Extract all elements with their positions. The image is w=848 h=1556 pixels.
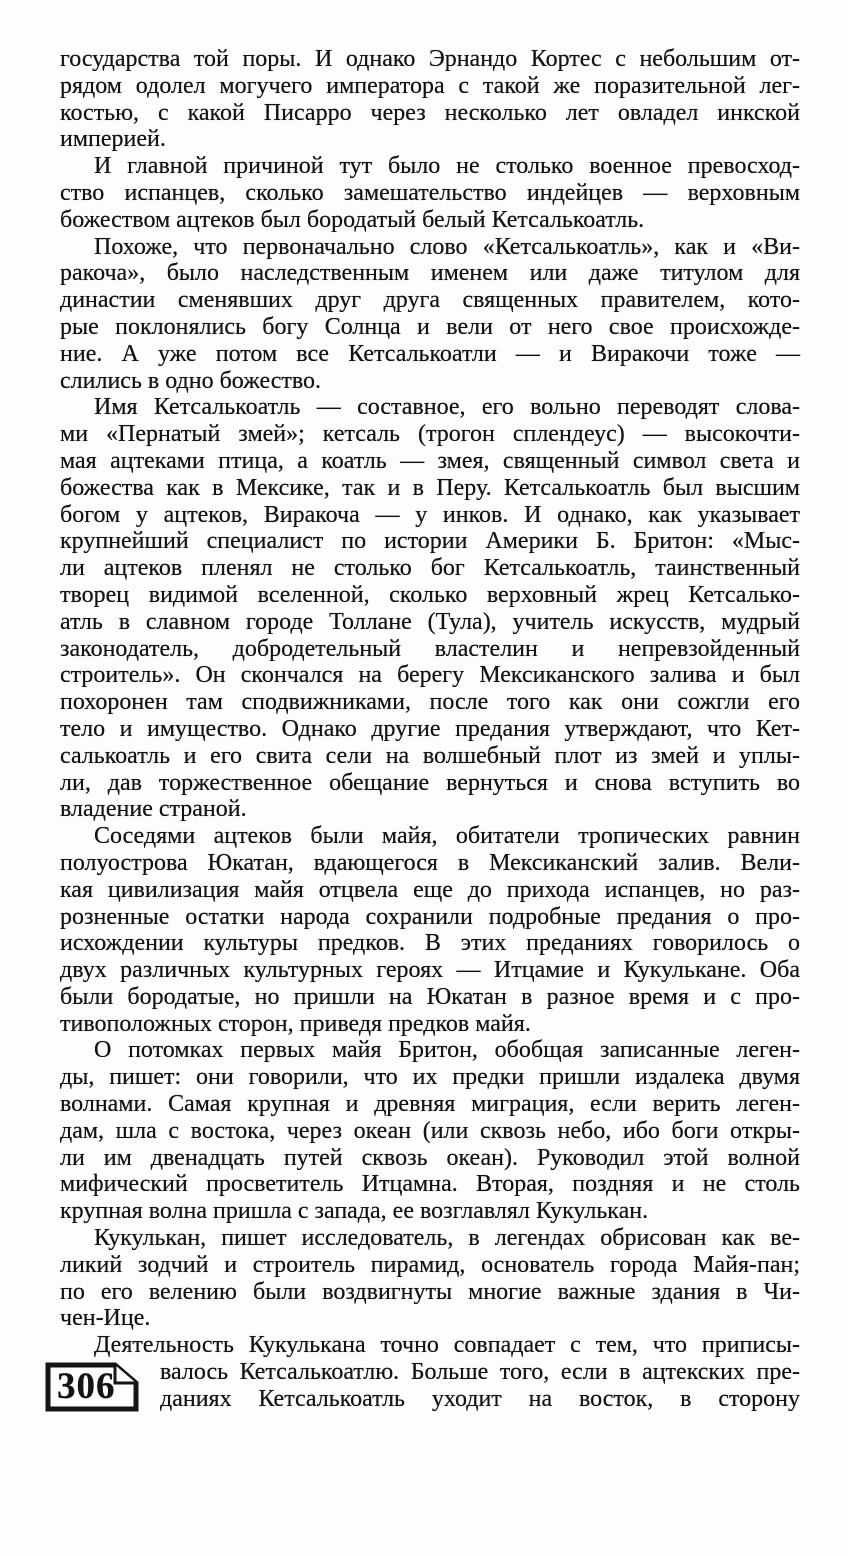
paragraph: [60, 823, 800, 1037]
text-line: строитель». Он скончался на берегу Мексиканского залива и был: [60, 662, 800, 689]
text-line: кая цивилизация майя отцвела еще до прихода испанцев, но раз-: [60, 876, 800, 903]
paragraph: [60, 46, 800, 153]
text-line: Деятельность Кукулькана точно совпадает с тем, что приписы-: [94, 1332, 800, 1359]
text-line: атль в славном городе Толлане (Тула), учитель искусств, мудрый: [60, 608, 800, 635]
text-line: тело и имущество. Однако другие предания утверждают, что Кет-: [60, 715, 800, 742]
text-line: мифический просветитель Итцамна. Вторая, поздняя и не столь: [60, 1171, 800, 1198]
text-line: даниях Кетсалькоатль уходит на восток, в сторону: [160, 1385, 800, 1412]
text-line: рядом одолел могучего императора с такой же поразительной лег-: [60, 72, 800, 99]
text-line: Кукулькан, пишет исследователь, в легендах обрисован как ве-: [94, 1225, 800, 1252]
text-line: были бородатые, но пришли на Юкатан в разное время и с про-: [60, 983, 800, 1010]
paragraph: [60, 1332, 800, 1412]
text-line: ликий зодчий и строитель пирамид, основатель города Майя-пан;: [60, 1251, 800, 1278]
paragraph: [60, 1037, 800, 1225]
text-line: Имя Кетсалькоатль — составное, его вольно переводят слова-: [94, 394, 800, 421]
text-line: О потомках первых майя Бритон, обобщая записанные леген-: [94, 1037, 800, 1064]
text-line: Похоже, что первоначально слово «Кетсалькоатль», как и «Ви-: [94, 233, 800, 260]
text-line: ство испанцев, сколько замешательство индейцев — верховным: [60, 179, 800, 206]
page-number-box: [45, 1362, 139, 1412]
text-line: божества как в Мексике, так и в Перу. Кетсалькоатль был высшим: [60, 474, 800, 501]
text-line: ние. А уже потом все Кетсалькоатли — и Виракочи тоже —: [60, 340, 800, 367]
text-line: тивоположных сторон, приведя предков майя.: [60, 1010, 531, 1037]
text-line: богом у ацтеков, Виракоча — у инков. И однако, как указывает: [60, 501, 800, 528]
paragraph: [60, 234, 800, 395]
text-line: валось Кетсалькоатлю. Больше того, если в ацтекских пре-: [160, 1359, 800, 1386]
text-line: божеством ацтеков был бородатый белый Кетсалькоатль.: [60, 206, 645, 233]
text-line: государства той поры. И однако Эрнандо Кортес с небольшим от-: [60, 46, 800, 72]
text-line: творец видимой вселенной, сколько верховный жрец Кетсалько-: [60, 581, 800, 608]
text-line: розненные остатки народа сохранили подробные предания о про-: [60, 903, 800, 930]
text-line: империей.: [60, 126, 166, 153]
text-line: полуострова Юкатан, вдающегося в Мексиканский залив. Вели-: [60, 849, 800, 876]
text-line: волнами. Самая крупная и древняя миграция, если верить леген-: [60, 1091, 800, 1118]
text-line: двух различных культурных героях — Итцамие и Кукулькане. Оба: [60, 957, 800, 984]
text-line: династии сменявших друг друга священных правителем, кото-: [60, 287, 800, 314]
text-line: чен-Ице.: [60, 1305, 151, 1332]
text-line: мая ацтеками птица, а коатль — змея, священный символ света и: [60, 447, 800, 474]
text-line: костью, с какой Писарро через несколько лет овладел инкской: [60, 99, 800, 126]
paragraph: [60, 1225, 800, 1332]
text-line: по его велению были воздвигнуты многие важные здания в Чи-: [60, 1278, 800, 1305]
text-line: исхождении культуры предков. В этих преданиях говорилось о: [60, 930, 800, 957]
text-line: ли, дав торжественное обещание вернуться и снова вступить во: [60, 769, 800, 796]
text-line: ли им двенадцать путей сквозь океан). Руководил этой волной: [60, 1144, 800, 1171]
page-number: 306: [57, 1366, 116, 1407]
text-line: И главной причиной тут было не столько военное превосход-: [94, 153, 800, 180]
text-line: дам, шла с востока, через океан (или сквозь небо, ибо боги откры-: [60, 1117, 800, 1144]
text-line: ми «Пернатый змей»; кетсаль (трогон сплендеус) — высокочти-: [60, 421, 800, 448]
text-line: похоронен там сподвижниками, после того как они сожгли его: [60, 689, 800, 716]
text-line: ли ацтеков пленял не столько бог Кетсалькоатль, таинственный: [60, 555, 800, 582]
body-text: [60, 46, 800, 1413]
text-line: крупная волна пришла с запада, ее возглавлял Кукулькан.: [60, 1198, 649, 1225]
text-line: ды, пишет: они говорили, что их предки пришли издалека двумя: [60, 1064, 800, 1091]
text-line: салькоатль и его свита сели на волшебный плот из змей и уплы-: [60, 742, 800, 769]
paragraph: [60, 394, 800, 823]
paragraph: [60, 153, 800, 233]
text-line: ракоча», было наследственным именем или даже титулом для: [60, 260, 800, 287]
text-line: владение страной.: [60, 796, 247, 823]
text-line: законодатель, добродетельный властелин и непревзойденный: [60, 635, 800, 662]
text-line: рые поклонялись богу Солнца и вели от него свое происхожде-: [60, 313, 800, 340]
text-line: слились в одно божество.: [60, 367, 322, 394]
text-line: Соседями ацтеков были майя, обитатели тропических равнин: [94, 823, 800, 850]
text-line: крупнейший специалист по истории Америки Б. Бритон: «Мыс-: [60, 528, 800, 555]
